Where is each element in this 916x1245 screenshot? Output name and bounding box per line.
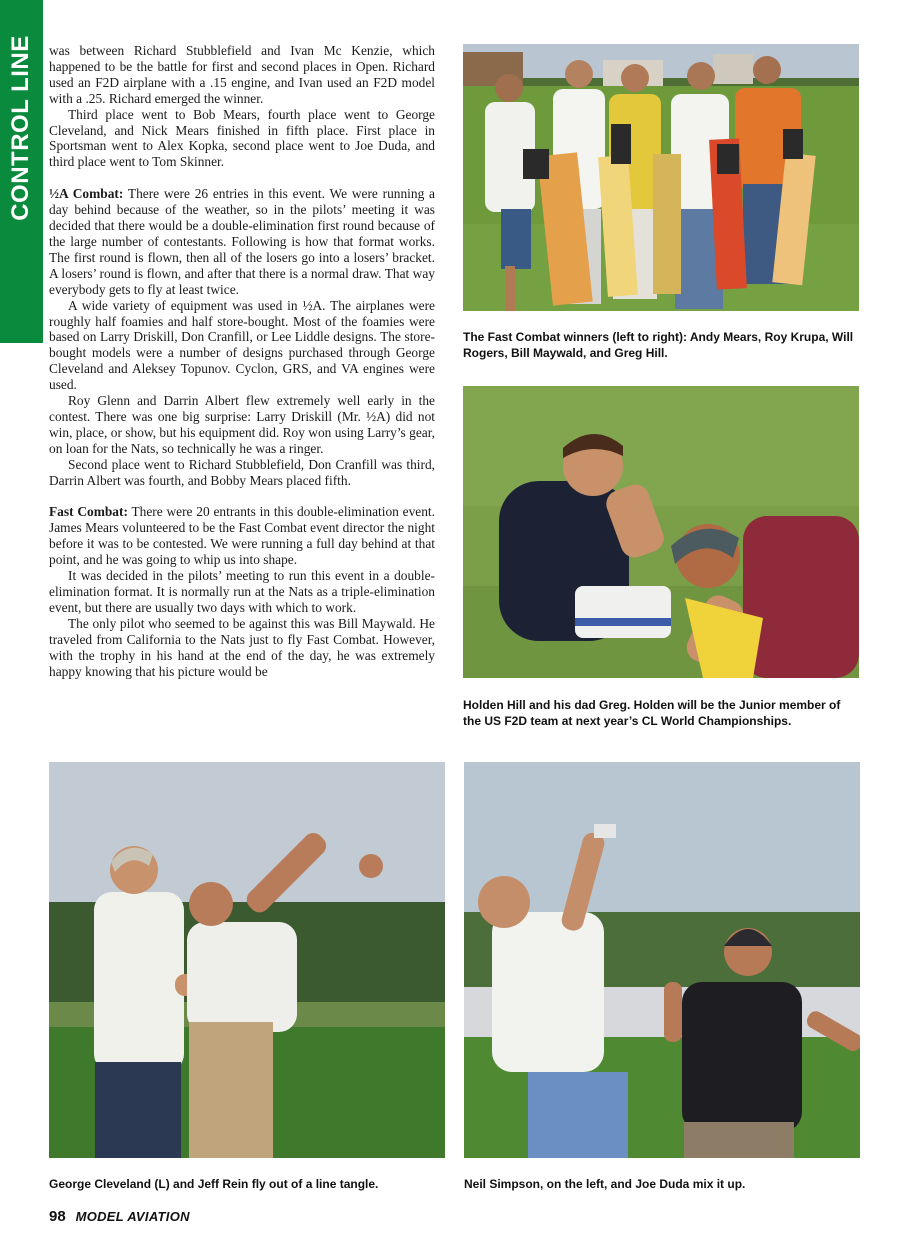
paragraph: A wide variety of equipment was used in ½A. The airplanes were roughly half foamies and half store-bought. Most of the foamies were based on Larry Driskill, Don Cranfill, or Lee Liddle designs. The store-bought models were a number of designs purchased through George Cleveland and Aleksey Topunov. Cyclon, GRS, and VA engines were used. — [49, 297, 435, 393]
photo-holden-image — [463, 386, 859, 678]
paragraph: Second place went to Richard Stubblefield, Don Cranfill was third, Darrin Albert was fourth, and Bobby Mears placed fifth. — [49, 456, 435, 488]
paragraph: It was decided in the pilots’ meeting to run this event in a double-elimination format. It is normally run at the Nats as a triple-elimination event, but there are usually two days with which to work. — [49, 568, 435, 615]
paragraph — [49, 504, 435, 568]
caption-simpson: Neil Simpson, on the left, and Joe Duda mix it up. — [464, 1177, 746, 1191]
photo-winners-image — [463, 44, 859, 311]
photo-winners — [463, 44, 859, 311]
article-body — [49, 43, 435, 679]
subhead: Fast Combat: — [49, 504, 128, 520]
paragraph — [49, 186, 435, 297]
paragraph: was between Richard Stubblefield and Ivan Mc Kenzie, which happened to be the battle for first and second places in Open. Richard used an F2D airplane with a .15 engine, and Ivan used an F2D model with a .25. Richard emerged the winner. — [49, 43, 435, 106]
caption-cleveland: George Cleveland (L) and Jeff Rein fly out of a line tangle. — [49, 1177, 379, 1191]
paragraph-text: There were 20 entrants in this double-elimination event. James Mears volunteered to be the Fast Combat event director the night before it was to be contested. We were running a full day behind at that point, and he was going to whip us into shape. — [49, 504, 435, 568]
photo-simpson-image — [464, 762, 860, 1158]
photo-cleveland-image — [49, 762, 445, 1158]
caption-winners: The Fast Combat winners (left to right): Andy Mears, Roy Krupa, Will Rogers, Bill Maywald, and Greg Hill. — [463, 330, 854, 360]
section-label: CONTROL LINE — [7, 35, 34, 221]
paragraph: The only pilot who seemed to be against this was Bill Maywald. He traveled from California to the Nats just to fly Fast Combat. However, with the trophy in his hand at the end of the day, he was extremely happy knowing that his picture would be — [49, 615, 435, 679]
paragraph: Third place went to Bob Mears, fourth place went to George Cleveland, and Nick Mears finished in fifth place. First place in Sportsman went to Alex Kopka, second place went to Joe Duda, and third place went to Tom Skinner. — [49, 106, 435, 170]
photo-simpson — [464, 762, 860, 1158]
paragraph-text: There were 26 entries in this event. We were running a day behind because of the weather, so in the pilots’ meeting it was decided that there would be a double-elimination first round because of the large number of contestants. Following is how that format works. The first round is flown, then all of the losers go into a losers’ bracket. A losers’ round is flown, and after that there is a normal draw. That way everybody gets to fly at least twice. — [49, 186, 436, 297]
caption-holden: Holden Hill and his dad Greg. Holden will be the Junior member of the US F2D team at next year’s CL World Championships. — [463, 698, 841, 728]
page-footer — [49, 1208, 190, 1225]
magazine-name: MODEL AVIATION — [75, 1209, 190, 1224]
photo-cleveland — [49, 762, 445, 1158]
section-tab — [0, 0, 43, 343]
photo-holden — [463, 386, 859, 678]
subhead: ½A Combat: — [49, 186, 124, 202]
page-number: 98 — [49, 1208, 66, 1225]
paragraph: Roy Glenn and Darrin Albert flew extremely well early in the contest. There was one big surprise: Larry Driskill (Mr. ½A) did not win, place, or show, but his equipment did. Roy won using Larry’s gear, on loan for the Nats, so technically he was a ringer. — [49, 393, 435, 456]
